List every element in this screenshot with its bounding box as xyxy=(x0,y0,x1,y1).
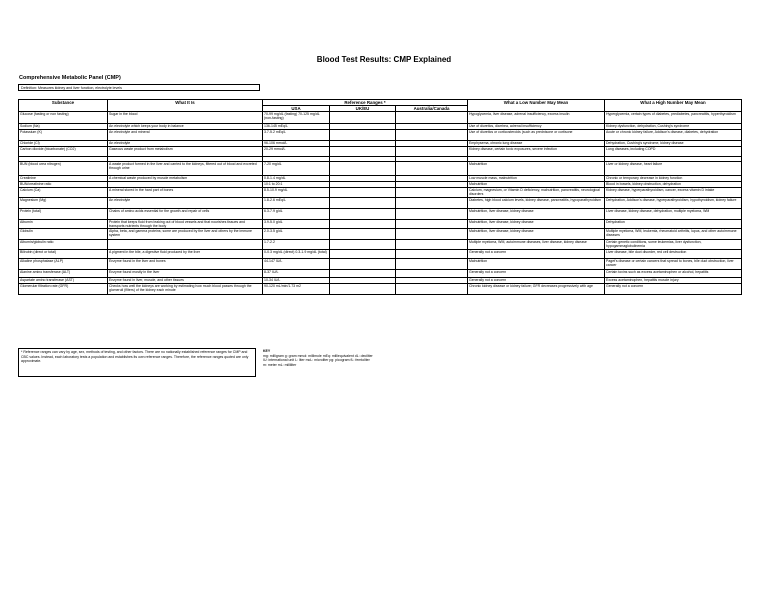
cell-aus xyxy=(396,250,468,259)
cell-high: Liver disease, kidney disease, dehydration, multiple myeloma, WM xyxy=(605,208,742,219)
cell-uk xyxy=(330,219,396,229)
header-australia-canada: Australia/Canada xyxy=(396,106,468,112)
cell-uk xyxy=(330,197,396,208)
cell-uk xyxy=(330,162,396,176)
cell-aus xyxy=(396,270,468,278)
cell-substance: Glucose (fasting or non fasting) xyxy=(19,112,108,124)
cell-uk xyxy=(330,284,396,295)
cell-what: Enzyme found in liver, muscle, and other tissues xyxy=(108,278,263,284)
cell-aus xyxy=(396,229,468,240)
cell-usa: 96-106 mmol/L xyxy=(263,141,330,147)
cell-aus xyxy=(396,188,468,198)
cell-aus xyxy=(396,112,468,124)
cell-uk xyxy=(330,112,396,124)
cell-high: Certain genetic conditions, some leukemias, liver dysfunction, hypogammaglobulinemia xyxy=(605,240,742,250)
cell-low: Use of diuretics or corticosteroids (such as prednisone or cortisone xyxy=(468,130,605,141)
cell-low: Generally not a concern xyxy=(468,250,605,259)
cell-high: Multiple myeloma, WM, leukemia, rheumatoid arthritis, lupus, and other autoimmune diseases xyxy=(605,229,742,240)
cell-substance: Globulin xyxy=(19,229,108,240)
header-reference-ranges: Reference Ranges * xyxy=(263,100,468,106)
cell-low: Generally not a concern xyxy=(468,278,605,284)
cell-high: Excess acetaminophen, hepatitis muscle injury xyxy=(605,278,742,284)
cell-high: Paget's disease or certain cancers that spread to bones, bile duct obstruction, liver cancer xyxy=(605,259,742,270)
cell-uk xyxy=(330,147,396,157)
cell-usa: 2.0-3.5 g/dL xyxy=(263,229,330,240)
cell-what: An electrolyte and mineral xyxy=(108,130,263,141)
cell-uk xyxy=(330,250,396,259)
cell-low: Diabetes, high blood calcium levels, kidney disease, pancreatitis, hypoparathyroidism xyxy=(468,197,605,208)
cell-usa: 8.5-10.9 mg/dL xyxy=(263,188,330,198)
cell-low: Malnutrition xyxy=(468,182,605,188)
cell-aus xyxy=(396,197,468,208)
header-low-number: What a Low Number May Mean xyxy=(468,100,605,112)
table-row xyxy=(19,270,742,278)
table-row xyxy=(19,219,742,229)
cell-high: Lung diseases, including COPD xyxy=(605,147,742,157)
cell-usa: 20-29 mmol/L xyxy=(263,147,330,157)
cell-low: Malnutrition xyxy=(468,259,605,270)
cell-usa: 0.8-1.4 mg/dL xyxy=(263,176,330,182)
cell-high: Certain toxins such as excess acetaminophen or alcohol, hepatitis xyxy=(605,270,742,278)
cell-aus xyxy=(396,162,468,176)
cell-high: Kidney disease, hyperparathyroidism, cancer, excess vitamin D intake xyxy=(605,188,742,198)
cell-low: Calcium, magnesium, or Vitamin D deficiency, malnutrition, pancreatitis, neurological disorders xyxy=(468,188,605,198)
cell-substance: Protein (total) xyxy=(19,208,108,219)
table-row xyxy=(19,162,742,176)
cell-usa: 136-145 mEq/L xyxy=(263,124,330,130)
cell-substance: Albumin xyxy=(19,219,108,229)
definition-box: Definition: Measures kidney and liver function, electrolyte levels xyxy=(18,84,260,91)
cell-substance: Calcium (Ca) xyxy=(19,188,108,198)
cell-usa: 44-147 IU/L xyxy=(263,259,330,270)
cell-what: A chemical waste produced by muscle metabolism xyxy=(108,176,263,182)
cell-substance: Chloride (Cl) xyxy=(19,141,108,147)
cell-uk xyxy=(330,188,396,198)
footnote-box: * Reference ranges can vary by age, sex, methods of testing, and other factors. There are no nationally established reference ranges for CMP and CBC values. Instead, each laboratory tests a population and establishes its own reference ranges. Therefore, the reference ranges quoted are only approximate. xyxy=(18,348,256,377)
cell-low: Hypoglycemia, liver disease, adrenal insufficiency, excess insulin xyxy=(468,112,605,124)
cell-high: Acute or chronic kidney failure, Addison's disease, diabetes, dehydration xyxy=(605,130,742,141)
header-high-number: What a High Number May Mean xyxy=(605,100,742,112)
cell-uk xyxy=(330,240,396,250)
cell-what: Sugar in the blood xyxy=(108,112,263,124)
cell-usa: 10-34 IU/L xyxy=(263,278,330,284)
table-row xyxy=(19,147,742,157)
header-uk-eu: UK/EU xyxy=(330,106,396,112)
cell-high: Chronic or temporary decrease in kidney function xyxy=(605,176,742,182)
cell-high: Hyperglycemia, certain types of diabetes, prediabetes, pancreatitis, hyperthyroidism xyxy=(605,112,742,124)
cell-uk xyxy=(330,130,396,141)
table-row xyxy=(19,188,742,198)
key-line: mg: milligram g: gram mmol: millimole mEq: milliequivalent dL: deciliter xyxy=(263,353,373,358)
cell-substance: BUN/creatinine ratio xyxy=(19,182,108,188)
cell-what: A pigment in the bile, a digestive fluid produced by the liver xyxy=(108,250,263,259)
table-row xyxy=(19,130,742,141)
panel-subtitle: Comprehensive Metabolic Panel (CMP) xyxy=(19,75,121,81)
cell-uk xyxy=(330,229,396,240)
table-row xyxy=(19,197,742,208)
table-row xyxy=(19,208,742,219)
key-heading: KEY xyxy=(263,349,271,353)
cell-low: Generally not a concern xyxy=(468,270,605,278)
cell-substance: Sodium (Na) xyxy=(19,124,108,130)
cell-high: Liver or kidney disease, heart failure xyxy=(605,162,742,176)
cell-what: An electrolyte xyxy=(108,141,263,147)
cell-high: Dehydration xyxy=(605,219,742,229)
cell-aus xyxy=(396,240,468,250)
cell-aus xyxy=(396,259,468,270)
key-line: IU: international unit L: liter mcL: microliter pg: picogram fL: femtoliter xyxy=(263,358,370,363)
header-substance: Substance xyxy=(19,100,108,112)
cell-what: Checks how well the kidneys are working by estimating how much blood passes through the glomeruli (filters) of the kidney each minute xyxy=(108,284,263,295)
table-row xyxy=(19,250,742,259)
cell-aus xyxy=(396,208,468,219)
cell-low: Malnutrition, liver disease, kidney disease xyxy=(468,208,605,219)
table-row xyxy=(19,112,742,124)
cell-substance: Magnesium (Mg) xyxy=(19,197,108,208)
cell-substance: Glomerular filtration rate (GFR) xyxy=(19,284,108,295)
cell-usa: 1.8-2.6 mEq/L xyxy=(263,197,330,208)
cell-substance: Bilirubin (direct or total) xyxy=(19,250,108,259)
cell-uk xyxy=(330,208,396,219)
key-line: m: meter mL: milliliter xyxy=(263,362,297,367)
cell-low: Use of diuretics, diarrhea, adrenal insufficiency xyxy=(468,124,605,130)
cell-uk xyxy=(330,270,396,278)
cell-usa: 70-99 mg/dL (fasting) 70-125 mg/dL (non-fasting) xyxy=(263,112,330,124)
cell-high: Generally not a concern xyxy=(605,284,742,295)
page-title: Blood Test Results: CMP Explained xyxy=(316,55,452,64)
cell-what: Gaseous waste product from metabolism xyxy=(108,147,263,157)
cell-substance: Aspartate amino transferase (AST) xyxy=(19,278,108,284)
cell-usa: 6.3-7.9 g/dL xyxy=(263,208,330,219)
cell-aus xyxy=(396,147,468,157)
table-row xyxy=(19,284,742,295)
cell-low: Multiple myeloma, WM, autoimmune diseases, liver disease, kidney disease xyxy=(468,240,605,250)
cell-substance: Creatinine xyxy=(19,176,108,182)
cell-substance: Alanine amino transferase (ALT) xyxy=(19,270,108,278)
cell-what: Protein that keeps fluid from leaking out of blood vessels and that nourishes tissues and transports nutrients through the body xyxy=(108,219,263,229)
cell-substance: Potassium (K) xyxy=(19,130,108,141)
table-row xyxy=(19,229,742,240)
cell-usa: 0-0.3 mg/dL (direct) 0.3-1.9 mg/dL (total) xyxy=(263,250,330,259)
cell-substance: Alkaline phosphatase (ALP) xyxy=(19,259,108,270)
cell-what: A waste product formed in the liver and carried to the kidneys, filtered out of blood and excreted through urine xyxy=(108,162,263,176)
cell-low: Malnutrition, liver disease, kidney disease xyxy=(468,229,605,240)
cell-low: Chronic kidney disease or kidney failure; GFR decreases progressively with age xyxy=(468,284,605,295)
cell-what: Chains of amino acids essential for the growth and repair of cells xyxy=(108,208,263,219)
cell-what: Alpha, beta, and gamma proteins; some are produced by the liver and others by the immune system xyxy=(108,229,263,240)
key-legend xyxy=(263,349,423,367)
cell-what: Enzyme found in the liver and bones xyxy=(108,259,263,270)
cell-usa: 90-120 mL/min/1.73 m2 xyxy=(263,284,330,295)
cell-usa: 3.9-5.0 g/dL xyxy=(263,219,330,229)
cell-substance: BUN (blood urea nitrogen) xyxy=(19,162,108,176)
cell-high: Dehydration, Cushing's syndrome, kidney disease xyxy=(605,141,742,147)
cell-high: Dehydration, Addison's disease, hyperparathyroidism, hypothyroidism, kidney failure xyxy=(605,197,742,208)
cell-aus xyxy=(396,130,468,141)
cell-low: Low muscle mass, malnutrition xyxy=(468,176,605,182)
cell-what: An electrolyte which keeps your body in balance xyxy=(108,124,263,130)
cell-low: Malnutrition xyxy=(468,162,605,176)
cell-usa: 3.7-5.2 mEq/L xyxy=(263,130,330,141)
cell-uk xyxy=(330,259,396,270)
cell-low: Malnutrition, liver disease, kidney disease xyxy=(468,219,605,229)
cell-usa: 8-37 IU/L xyxy=(263,270,330,278)
cell-usa: 10:1 to 20:1 xyxy=(263,182,330,188)
cell-what: A mineral stored in the hard part of bones xyxy=(108,188,263,198)
cell-usa: 1.7-2.2 xyxy=(263,240,330,250)
cell-substance: Albumin/globulin ratio xyxy=(19,240,108,250)
table-row xyxy=(19,259,742,270)
cell-low: Kidney disease, certain toxic exposures, severe infection xyxy=(468,147,605,157)
table-row xyxy=(19,240,742,250)
cmp-table xyxy=(18,99,742,295)
cell-what: An electrolyte xyxy=(108,197,263,208)
cell-aus xyxy=(396,284,468,295)
cell-what: Enzyme found mostly in the liver xyxy=(108,270,263,278)
header-what-it-is: What It Is xyxy=(108,100,263,112)
cell-what xyxy=(108,240,263,250)
cell-high: Kidney dysfunction, dehydration, Cushing's syndrome xyxy=(605,124,742,130)
cell-low: Emphysema, chronic lung disease xyxy=(468,141,605,147)
header-usa: USA xyxy=(263,106,330,112)
cell-high: Blood in bowels, kidney obstruction, dehydration xyxy=(605,182,742,188)
cell-high: Liver disease, bile duct disorder, red cell destruction xyxy=(605,250,742,259)
cell-usa: 7-20 mg/dL xyxy=(263,162,330,176)
cell-aus xyxy=(396,219,468,229)
cell-substance: Carbon dioxide (bicarbonate) (CO2) xyxy=(19,147,108,157)
